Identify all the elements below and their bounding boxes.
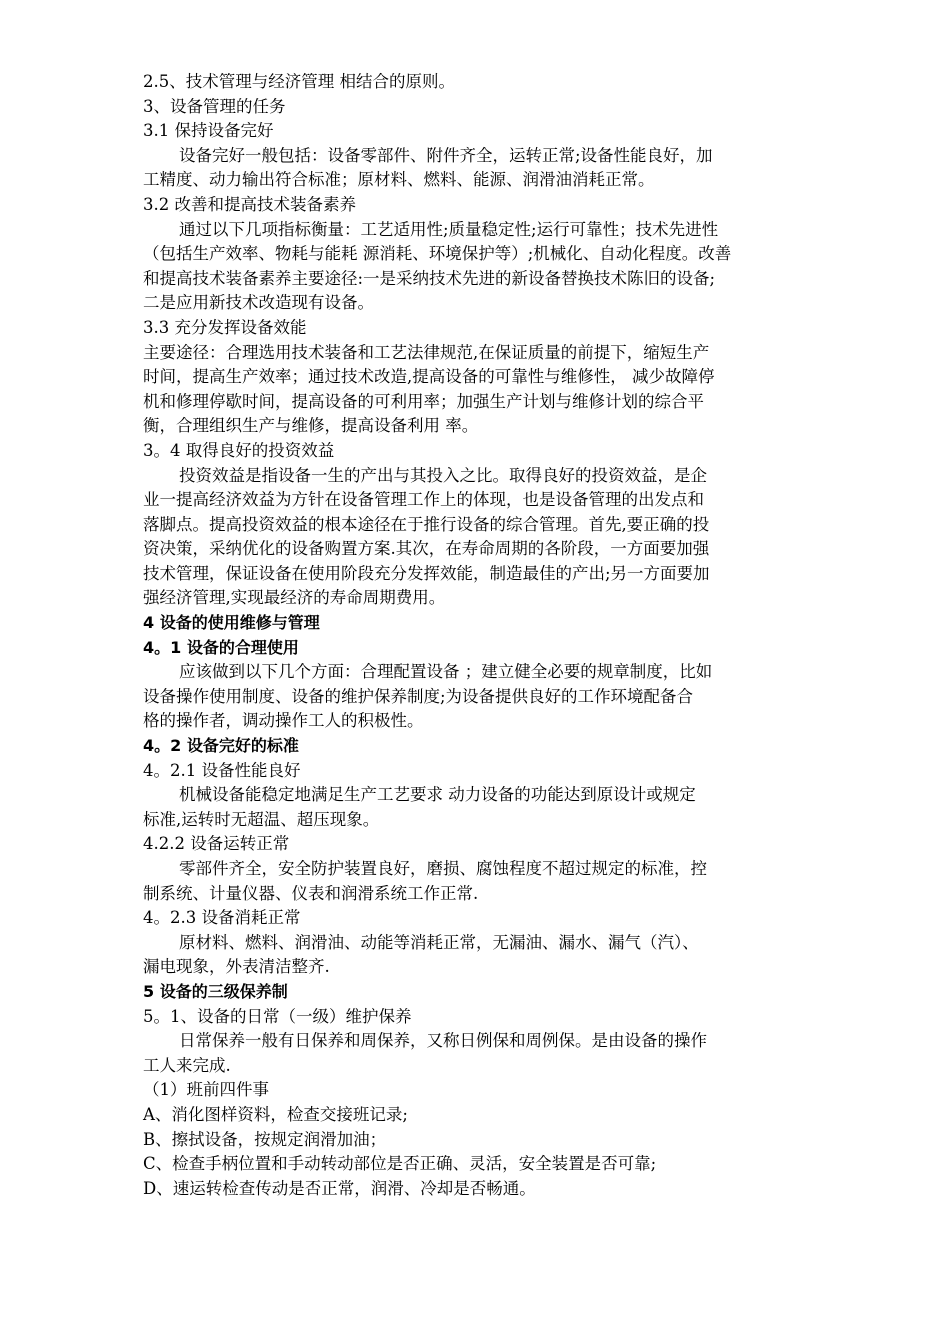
text-line: D、速运转检查传动是否正常，润滑、冷却是否畅通。 (143, 1178, 536, 1198)
text-line: 零部件齐全，安全防护装置良好，磨损、腐蚀程度不超过规定的标准，控 (179, 859, 707, 878)
text-line: 3、设备管理的任务 (143, 96, 286, 116)
text-line: 制系统、计量仪器、仪表和润滑系统工作正常. (143, 883, 479, 903)
text-line: 二是应用新技术改造现有设备。 (143, 293, 374, 313)
text-line: 3。4 取得良好的投资效益 (143, 440, 335, 460)
text-line: 2.5、技术管理与经济管理 相结合的原则。 (143, 72, 455, 91)
text-line: 标准,运转时无超温、超压现象。 (143, 809, 380, 829)
text-line: 4。2.1 设备性能良好 (143, 760, 301, 780)
text-line: 机和修理停歇时间，提高设备的可利用率；加强生产计划与维修计划的综合平 (143, 391, 704, 411)
text-line: 时间，提高生产效率；通过技术改造,提高设备的可靠性与维修性， 减少故障停 (143, 367, 715, 387)
section-heading: 4。1 设备的合理使用 (143, 637, 299, 657)
text-line: 资决策，采纳优化的设备购置方案.其次，在寿命周期的各阶段，一方面要加强 (143, 539, 710, 559)
text-line: 格的操作者，调动操作工人的积极性。 (143, 711, 424, 731)
text-line: 投资效益是指设备一生的产出与其投入之比。取得良好的投资效益，是企 (179, 465, 707, 485)
text-line: （1）班前四件事 (143, 1080, 269, 1100)
text-line: 通过以下几项指标衡量：工艺适用性;质量稳定性;运行可靠性；技术先进性 (179, 219, 719, 239)
text-line: 工精度、动力输出符合标准；原材料、燃料、能源、润滑油消耗正常。 (143, 170, 655, 190)
text-line: 5。1、设备的日常（一级）维护保养 (143, 1006, 412, 1026)
text-line: 3.3 充分发挥设备效能 (143, 317, 307, 337)
text-line: （包括生产效率、物耗与能耗 源消耗、环境保护等）;机械化、自动化程度。改善 (143, 244, 732, 264)
text-line: 漏电现象，外表清洁整齐. (143, 957, 330, 977)
text-line: 主要途径：合理选用技术装备和工艺法律规范,在保证质量的前提下，缩短生产 (143, 342, 710, 362)
text-line: 设备完好一般包括：设备零部件、附件齐全，运转正常;设备性能良好，加 (179, 145, 713, 165)
text-line: 4.2.2 设备运转正常 (143, 834, 290, 854)
section-heading: 4 设备的使用维修与管理 (143, 613, 320, 633)
text-line: 机械设备能稳定地满足生产工艺要求 动力设备的功能达到原设计或规定 (179, 785, 696, 805)
text-line: 和提高技术装备素养主要途径:一是采纳技术先进的新设备替换技术陈旧的设备; (143, 268, 716, 288)
text-line: 日常保养一般有日保养和周保养，又称日例保和周例保。是由设备的操作 (179, 1031, 707, 1051)
text-line: 落脚点。提高投资效益的根本途径在于推行设备的综合管理。首先,要正确的投 (143, 514, 710, 534)
text-line: 原材料、燃料、润滑油、动能等消耗正常，无漏油、漏水、漏气（汽）、 (179, 932, 699, 952)
text-line: 4。2.3 设备消耗正常 (143, 908, 301, 928)
text-line: A、消化图样资料，检查交接班记录; (143, 1104, 408, 1124)
text-line: 3.1 保持设备完好 (143, 121, 274, 141)
text-line: B、擦拭设备，按规定润滑加油； (143, 1129, 387, 1149)
section-heading: 5 设备的三级保养制 (143, 981, 288, 1001)
text-line: 3.2 改善和提高技术装备素养 (143, 194, 356, 214)
text-line: C、检查手柄位置和手动转动部位是否正确、灵活，安全装置是否可靠; (143, 1154, 657, 1174)
text-line: 衡，合理组织生产与维修，提高设备利用 率。 (143, 416, 479, 436)
text-line: 强经济管理,实现最经济的寿命周期费用。 (143, 588, 446, 608)
text-line: 工人来完成. (143, 1055, 231, 1075)
text-line: 设备操作使用制度、设备的维护保养制度;为设备提供良好的工作环境配备合 (143, 686, 694, 706)
text-line: 应该做到以下几个方面：合理配置设备 ；建立健全必要的规章制度，比如 (179, 662, 713, 682)
document-page (143, 70, 815, 1201)
text-line: 技术管理，保证设备在使用阶段充分发挥效能，制造最佳的产出;另一方面要加 (143, 563, 710, 583)
section-heading: 4。2 设备完好的标准 (143, 736, 299, 756)
text-line: 业一提高经济效益为方针在设备管理工作上的体现，也是设备管理的出发点和 (143, 490, 704, 510)
